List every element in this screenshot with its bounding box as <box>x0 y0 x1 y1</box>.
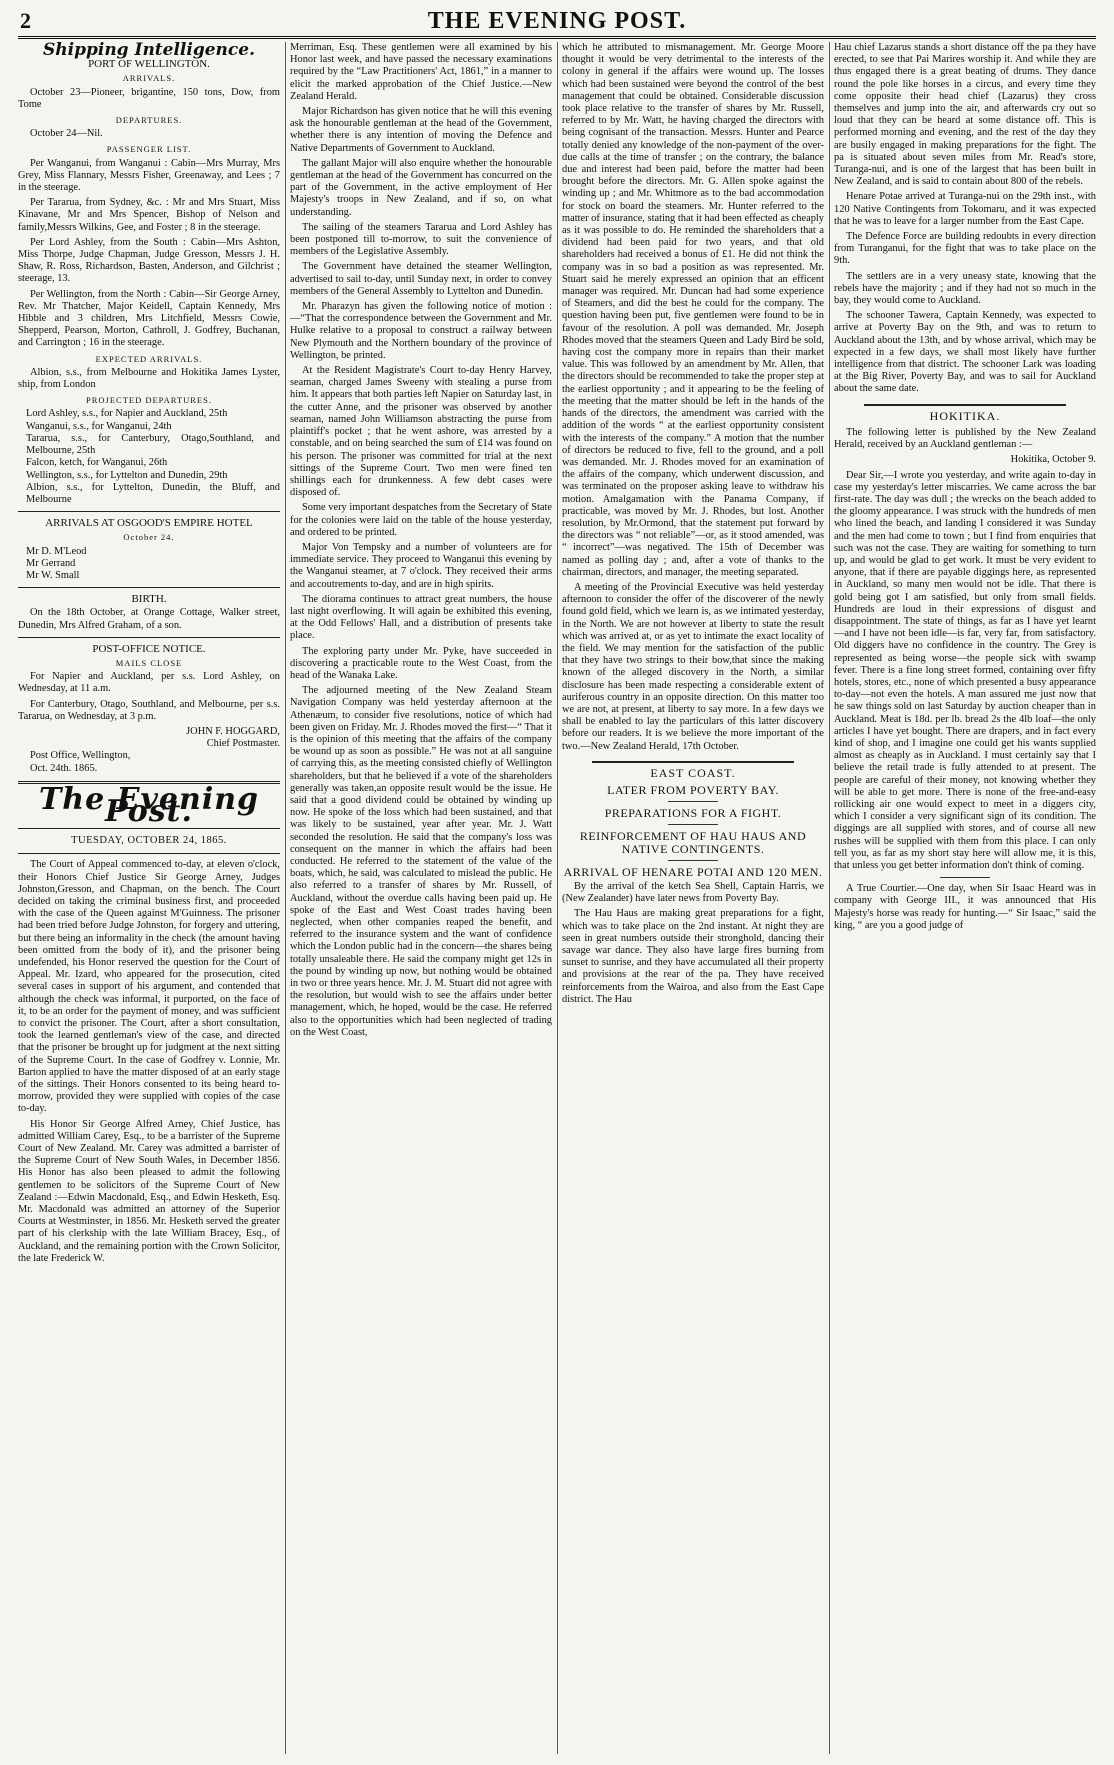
divider <box>18 637 280 638</box>
article-paragraph: The gallant Major will also enquire whether the honourable gentleman at the head of the Government has concurred on the part of the Government, in the active employment of Her Majesty's troops in New Zealand, and if so, on what understanding. <box>290 157 552 218</box>
subheading: ARRIVAL OF HENARE POTAI AND 120 MEN. <box>563 864 823 879</box>
subheading: LATER FROM POVERTY BAY. <box>607 782 779 797</box>
subheading: PREPARATIONS FOR A FIGHT. <box>604 806 782 821</box>
projected-label: PROJECTED DEPARTURES. <box>86 395 212 406</box>
passenger-entry: Per Wanganui, from Wanganui : Cabin—Mrs Murray, Mrs Grey, Miss Flannary, Messrs Fisher, Greenaway, and Lees ; 7 in the steerage. <box>18 157 280 194</box>
short-rule <box>668 801 718 802</box>
postmaster-title: Chief Postmaster. <box>206 738 280 750</box>
guest-name: Mr Gerrand <box>26 557 76 569</box>
column-rule <box>285 42 286 1754</box>
osgood-date: October 24. <box>123 532 175 543</box>
article-paragraph: Merriman, Esq. These gentlemen were all examined by his Honor last week, and have passed the necessary examinations required by the “Law Practitioners' Act, 1861,” in a manner to elicit the marked approbation of the Chief Justice.—New Zealand Herald. <box>290 42 552 102</box>
article-paragraph: Mr. Pharazyn has given the following notice of motion :—“That the correspondence between the Government and Mr. Hulke relative to a proposal to construct a railway between New Plymouth and the Northern boundary of the province of Wellington, be printed. <box>290 301 552 361</box>
passenger-label: PASSENGER LIST. <box>106 144 192 155</box>
birth-text: On the 18th October, at Orange Cottage, Walker street, Dunedin, Mrs Alfred Graham, of a son. <box>18 607 280 631</box>
article-paragraph: Henare Potae arrived at Turanga-nui on the 29th inst., with 120 Native Contingents from Tokomaru, and it was expected that he was to leave for a larger number from the East Cape. <box>834 191 1096 227</box>
passenger-entry: Per Tararua, from Sydney, &c. : Mr and Mrs Stuart, Miss Kinavane, Mr and Mrs Spencer, Bishop of Nelson and family,Messrs Wilkins, Gee, and Foster ; 8 in the steerage. <box>18 197 280 233</box>
divider <box>18 853 280 854</box>
osgood-names <box>18 546 280 583</box>
arrivals-text: October 23—Pioneer, brigantine, 150 tons, Dow, from Tome <box>18 86 280 110</box>
column-3 <box>562 42 824 1754</box>
departures-label: DEPARTURES. <box>115 115 183 126</box>
article-paragraph: Major Von Tempsky and a number of volunteers are for immediate service. They proceed to Wanganui this evening by the Wanganui steamer, at 7 o'clock. They received their arms and accoutrements to-day, and are in high spirits. <box>290 541 552 590</box>
column-1 <box>18 42 280 1754</box>
article-paragraph: The exploring party under Mr. Pyke, have succeeded in discovering a practicable route to the West Coast, from the head of the Wanaka Lake. <box>290 645 552 681</box>
article-paragraph: By the arrival of the ketch Sea Shell, Captain Harris, we (New Zealander) have later news from Poverty Bay. <box>562 881 824 905</box>
article-paragraph: At the Resident Magistrate's Court to-day Henry Harvey, seaman, charged James Sweeny with stealing a purse from him. It appears that both parties left Napier on Saturday last, in the cutter Anne, and the prisoner was observed by another seaman, named John Williamson abstracting the purse from plaintiff's pocket ; that he went ashore, was arrested by a constable, and on being searched the sum of £14 was found on his person. The prisoner was committed for trial at the next sittings of the Supreme Court. Two men were fined ten shillings each for drunkenness. A few debt cases were disposed of. <box>290 365 552 499</box>
divider <box>18 511 280 512</box>
projected-entry: Tararua, s.s., for Canterbury, Otago,Southland, and Melbourne, 25th <box>26 432 280 457</box>
projected-list <box>18 408 280 506</box>
issue-date: TUESDAY, OCTOBER 24, 1865. <box>71 835 227 847</box>
divider <box>18 587 280 588</box>
projected-entry: Lord Ashley, s.s., for Napier and Auckland, 25th <box>26 408 228 420</box>
article-paragraph: His Honor Sir George Alfred Arney, Chief Justice, has admitted William Carey, Esq., to be a barrister of the Supreme Court of New Zealand. Mr. Carey was admitted a barrister of the Supreme Court of New South Wales, in December 1856. His Honor has also been pleased to admit the following gentlemen to be solicitors of the Supreme Court of New Zealand :—Edwin Macdonald, Esq., and Edwin Hesketh, Esq. Mr. Macdonald was admitted an attorney of the Superior Courts at Westminster, in 1856. Mr. Hesketh served the greater part of his clerkship with the late William Bracey, Esq., of Auckland, and the remaining portion with the Crown Solicitor, the late Frederick W. <box>18 1118 280 1264</box>
post-office-location: Post Office, Wellington, <box>30 750 131 762</box>
article-paragraph: The Defence Force are building redoubts in every direction from Turanganui, for the fight that was to take place on the 9th. <box>834 231 1096 267</box>
departures-text: October 24—Nil. <box>30 128 103 140</box>
osgood-heading: ARRIVALS AT OSGOOD'S EMPIRE HOTEL <box>45 517 253 530</box>
mails-close-label: MAILS CLOSE <box>115 657 183 668</box>
article-paragraph: The Government have detained the steamer Wellington, advertised to sail to-day, until Sunday next, in order to convey members of the General Assembly to Lyttelton and Dunedin. <box>290 261 552 297</box>
paper-nameplate: The Evening Post. <box>38 781 260 829</box>
guest-name: Mr D. M'Leod <box>26 545 87 557</box>
paper-title: THE EVENING POST. <box>427 8 687 34</box>
arrivals-label: ARRIVALS. <box>122 73 176 84</box>
passenger-entry: Per Lord Ashley, from the South : Cabin—Mrs Ashton, Miss Thorpe, Judge Chapman, Judge Gresson, Messrs J. H. Shaw, R. Ross, Richardson, Basten, Anderson, and Gilchrist ; steerage, 13. <box>18 236 280 285</box>
article-paragraph: The settlers are in a very uneasy state, knowing that the rebels have the majority ; and if they had not so much in the bay, they would come to Auckland. <box>834 270 1096 307</box>
article-paragraph: The Court of Appeal commenced to-day, at eleven o'clock, their Honors Chief Justice Sir George Arney, Judges Johnston,Gresson, and Chapman, on the bench. The Court decided on taking the criminal business first, and proceeded with the case of the Queen against M'Guinness. The prisoner had been tried before Judge Johnston, for forgery and uttering, but there being an informality in the check (the amount having been omitted from the body of it), and the prisoner being undefended, his Honor reserved the question for the Court of Appeal. Mr. Izard, who appeared for the prosecution, cited several cases in support of his argument, and contended that although the check was informal, it purported, on the face of it, to be an order for the payment of money, and was sufficient to convict the prisoner. The Court, after a short consultation, took the learned gentleman's view of the case, and directed that the prisoner be brought up for judgment at the next sitting of the Supreme Court. In the case of Godfrey v. Lonnie, Mr. Barton applied to have the matter disposed of at an early stage of the sittings. Their Honors consented to its being heard to-morrow, provided they were supplied with copies of the case to-day. <box>18 859 280 1115</box>
short-rule <box>940 877 990 878</box>
column-rule <box>829 42 830 1754</box>
mail-entry: For Canterbury, Otago, Southland, and Melbourne, per s.s. Tararua, on Wednesday, at 3 p.m. <box>18 698 280 722</box>
article-paragraph: Some very important despatches from the Secretary of State for the colonies were laid on the table of the house yesterday, and ordered to be printed. <box>290 502 552 538</box>
subheading: REINFORCEMENT OF HAU HAUS AND NATIVE CONTINGENTS. <box>579 829 807 856</box>
post-office-heading: POST-OFFICE NOTICE. <box>92 642 206 655</box>
column-4 <box>834 42 1096 1754</box>
projected-entry: Wellington, s.s., for Lyttelton and Dunedin, 29th <box>26 469 228 481</box>
masthead <box>18 6 1096 39</box>
port-heading: PORT OF WELLINGTON. <box>88 58 210 71</box>
postmaster-name: JOHN F. HOGGARD, <box>186 725 280 737</box>
expected-text: Albion, s.s., from Melbourne and Hokitika James Lyster, ship, from London <box>18 366 280 391</box>
passenger-entry: Per Wellington, from the North : Cabin—Sir George Arney, Rev. Mr Thatcher, Major Keidell, Captain Kennedy, Mrs Hibble and 3 children, Mrs Litchfield, Messrs Cowie, Shepperd, Pearson, Morton, Cathroll, J. Godfrey, Buchanan, and Carrington ; 16 in the steerage. <box>18 288 280 349</box>
letter-dateline: Hokitika, October 9. <box>1010 454 1096 466</box>
short-rule <box>668 860 718 861</box>
article-paragraph: The adjourned meeting of the New Zealand Steam Navigation Company was held yesterday afternoon at the Athenæum, to consider five resolutions, notice of which had been given on Friday. Mr. J. Rhodes moved the first—“ That it is the opinion of this meeting that the affairs of the company be wound up as soon as possible.” He was not at all sanguine of carrying this, as the meeting consisted chiefly of Wellington shareholders, but that he believed if a vote of the shareholders generally was taken,an opposite result would be the issue. He said that a good dividend could be obtained by winding up now. He spoke of the loss which had been sustained, and that was likely to be sustained, year after year. Mr. J. Watt seconded the resolution. He said that the company's loss was consequent on the manner in which the affairs had been conducted. He referred to the statement of the value of the boats, which, he said, was calculated to mislead the public. He also referred to a transfer of shares by Mr. Russell, of Auckland, without the overdue calls having been paid up. He spoke of the East and West Coast trades having been neglected, when other companies reaped the benefit, and referred to the insurance system and the want of confidence which the London public had in the concern—the shares being totally unsaleable there. He said the company might get 12s in the pound by winding up now, but nothing would be obtained in two or three years hence. Mr. J. M. Stuart did not agree with the resolution, but would wish to see the affairs under better management, which, he hoped, would be the case. He referred also to the opportunities which had been neglected of trading on the West Coast, <box>290 685 552 1038</box>
projected-entry: Falcon, ketch, for Wanganui, 26th <box>26 457 168 469</box>
short-rule <box>668 824 718 825</box>
column-rule <box>557 42 558 1754</box>
birth-heading: BIRTH. <box>131 593 167 606</box>
hokitika-intro: The following letter is published by the New Zealand Herald, received by an Auckland gentleman :— <box>834 426 1096 451</box>
article-paragraph: The diorama continues to attract great numbers, the house last night overflowing. It will again be exhibited this evening, at the Odd Fellows' Hall, and a distribution of presents take place. <box>290 593 552 642</box>
expected-label: EXPECTED ARRIVALS. <box>95 353 203 364</box>
projected-entry: Albion, s.s., for Lyttelton, Dunedin, the Bluff, and Melbourne <box>26 481 280 505</box>
east-coast-heading: EAST COAST. <box>592 761 794 779</box>
mail-entry: For Napier and Auckland, per s.s. Lord Ashley, on Wednesday, at 11 a.m. <box>18 671 280 695</box>
projected-entry: Wanganui, s.s., for Wanganui, 24th <box>26 420 172 432</box>
article-paragraph: The sailing of the steamers Tararua and Lord Ashley has been postponed till to-morrow, to suit the convenience of members of the Legislative Assembly. <box>290 221 552 258</box>
article-paragraph: The Hau Haus are making great preparations for a fight, which was to take place on the 2nd instant. At night they are seen in great numbers outside their stronghold, dancing their savage war dance. They also have large fires burning from sunset to sunrise, and they have accumulated all their property and provisions at the rear of the pa. They have received reinforcements from the Wairoa, and also from the East Cape district. The Hau <box>562 908 824 1005</box>
column-2 <box>290 42 552 1754</box>
page-number: 2 <box>20 8 31 33</box>
letter-body: Dear Sir,—I wrote you yesterday, and write again to-day in case my yesterday's letter miscarries. We came across the bar first-rate. The day was dull ; the wrecks on the beach added to the gloomy appearance. I was struck with the hundreds of men who lined the beach, and landing I considered it was Sunday and the men had come to town ; but I find from enquiries that such was not the case. They are waiting for something to turn up, and would be glad to get work. It must be very evident to anyone, that if there are payable diggings here, as represented in Auckland, so many men would not be idle. That there is gold being got I am satisfied, but only from small fields. Hundreds are loud in their expressions of disgust and disappointment. The state of things, as far as I have yet learnt—and I have not been idle—is far, very far, from satisfactory. Old diggers have no confidence in the country. The Grey is represented as being worse—the people sick with swamp fever. There is a fine long street formed, containing over fifty hotels, stores, etc., none of which presented a busy appearance to-day—not even the hotels. A man assured me just now that he saw things sold on last Saturday by auction cheaper than in Auckland. Meat is 18d. per lb. bread 2s the 4lb loaf—the only articles I have yet bought. There are drapers, and in fact every kind of shop, and I imagine one could get his wants supplied almost as cheaply as in Auckland. I must certainly say that I believe the retail trade is fully attended to at present. The people are careful of their money, not knowing whether they will be able to get more. There is none of the free-and-easy rollicking air one would expect to meet in a diggers city, which I consider a very significant sign of its condition. The diggings are all supplied with stores, and of course all new rushes will be supplied with them from this place. I can only tell you, as far as my short stay here will allow me, it is this, that unless you get better information don't think of coming. <box>834 469 1096 871</box>
shipping-heading: Shipping Intelligence. <box>43 42 255 60</box>
post-office-date: Oct. 24th. 1865. <box>30 762 98 774</box>
article-paragraph: which he attributed to mismanagement. Mr. George Moore thought it would be very detrimental to the interests of the colony in general if the affairs were wound up. The losses which had been sustained were beyond the control of the best management that could be obtained. Considerable discussion took place relative to the transfer of shares by Mr. Russell, referred to by Mr. Watt, he having charged the directors with being cognisant of the transaction. Messrs. Hunter and Pearce totally denied any knowledge of the non-payment of the over-due calls at the time of transfer ; on the contrary, the balance due and interest had been paid, before the matter had been brought before the directors. Mr. G. Allen spoke against the winding up ; and Mr. Whitmore as to the bad accommodation for stock on board the steamers. Mr. Hunter referred to the matter of insurance, stating that it had been effected as cheaply as it was possible to do. He reminded the shareholders that a dividend had been paid for two years, and that old shareholders had received a bonus of £1. He did not think the company was in so bad a position as was represented. Mr. Stuart said he merely expressed an opinion that an efficent manager was required. Mr. Duncan had had some experience of Steamers, and did the best he could for the company. The question having been put, five gentlemen were found to be in favour of the resolution. A poll was demanded. Mr. Joseph Rhodes moved that the steamers Queen and Lady Bird be sold, having cost the company more in repairs than their market value. This was followed by an amendment by Mr. Allen, that the directors should be recommended to take the proper step at the earliest opportunity ; and it appearing to be the feeling of the meeting that the matter should be left in the hands of the hands of the directors, the amendment was carried with the addition of the words “ at the earliest opportunity consistent with the interests of the company.” A motion that the number of directors be reduced to five, fell to the ground, and a poll was demanded. Mr. J. Rhodes moved for an examination of the affairs of the company, which underwent discussion, and was terminated on the proposer asking leave to withdraw his motion. Amalgamation with the Panama Company, if practicable, was moved by Mr. J. Rhodes, but lost. Another resolution, by Mr.Ormond, that the statement put forward by the directors was “ not reliable”—or, as it stood amended, was “ incorrect”—was negatived. The 15th of December was named as polling day ; and, after a vote of thanks to the chairman, directors, and manager, the meeting separated. <box>562 42 824 578</box>
article-paragraph: Hau chief Lazarus stands a short distance off the pa they have erected, to see that Pai Marires worship it. And while they are thus engaged there is a great beating of drums. They dance round the pole like horses in a circus, and every time they come opposite their head chief (Lazarus) they cross themselves and jump into the air, and afterwards cry out so loud that they can be heard at some distance off. This is performed morning and evening, and the rest of the day they are busily engaged in making preparations for the fight. The pa is situated about seven miles from Mr. Read's store, Turanga-nui, and is one of the largest that has been built in New Zealand, and is said to contain about 800 of the rebels. <box>834 42 1096 188</box>
hokitika-heading: HOKITIKA. <box>864 404 1066 422</box>
article-paragraph: The schooner Tawera, Captain Kennedy, was expected to arrive at Poverty Bay on the 9th, and was to return to Auckland about the 13th, and by whose arrival, which may be expected in a few days, we shall most likely have further intelligence from that district. The schooner Lark was loading at the Big River, Poverty Bay, and was to sail for Auckland about the same date. <box>834 310 1096 395</box>
article-paragraph: Major Richardson has given notice that he will this evening ask the honourable gentleman at the head of the Government, whether there is any intention of moving the Defence and Native Departments of Government to Auckland. <box>290 106 552 154</box>
article-paragraph: A meeting of the Provincial Executive was held yesterday afternoon to consider the offer of the discoverer of the newly found gold field, which we learn is, as we intimated yesterday, in the North. We are not however at liberty to state the result which was arrived at, or as yet to intimate the exact locality of the field. We may mention for the satisfaction of the public that they have two strings to their bow,that since the making known of the alleged discovery in the North, a similar disclosure has been made respecting a considerable extent of auriferous country in an opposite direction. On this matter too we are not, at present, at liberty to say more. In a few days we shall be enabled to lay the particulars of this latter discovery before our readers. It is we believe the more important of the two.—New Zealand Herald, 17th October. <box>562 581 824 752</box>
article-paragraph: A True Courtier.—One day, when Sir Isaac Heard was in company with George III., it was announced that His Majesty's horse was ready for hunting.—“ Sir Isaac,” said the king, “ are you a good judge of <box>834 883 1096 931</box>
guest-name: Mr W. Small <box>26 569 80 581</box>
